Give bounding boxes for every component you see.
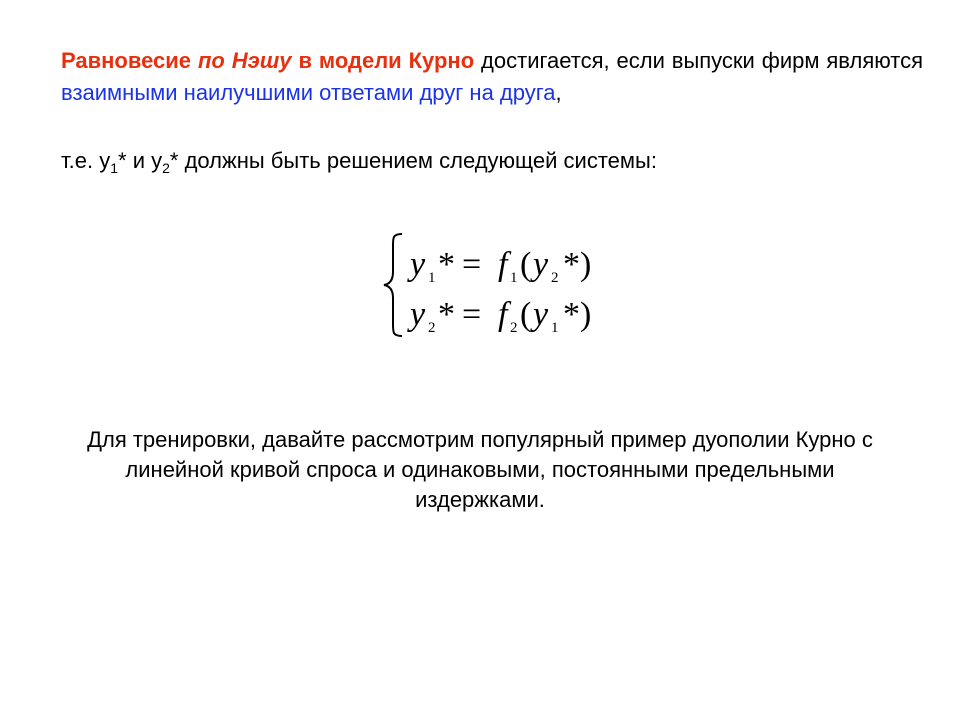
- system-brace: [384, 234, 402, 336]
- svg-text:f: f: [498, 296, 508, 333]
- svg-text:=: =: [462, 296, 482, 333]
- svg-text:1: 1: [510, 270, 518, 286]
- svg-text:*): *): [563, 246, 592, 283]
- svg-text:y: y: [410, 246, 426, 283]
- equation-1: [407, 246, 591, 286]
- definition-middle: достигается, если выпуски фирм являются: [481, 48, 923, 73]
- svg-text:1: 1: [551, 320, 559, 336]
- svg-text:y: y: [533, 246, 549, 283]
- svg-text:2: 2: [510, 320, 518, 336]
- svg-text:2: 2: [428, 320, 436, 336]
- svg-text:*): *): [563, 296, 592, 333]
- equation-system: [380, 228, 640, 343]
- svg-text:f: f: [498, 246, 508, 283]
- nash-equilibrium-definition: Равновесие по Нэшу в модели Курно достигается, если выпуски фирм являются взаимными наилучшими ответами друг на друга,: [61, 48, 923, 105]
- svg-text:*: *: [438, 296, 455, 333]
- practice-note: Для тренировки, давайте рассмотрим популярный пример дуополии Курно с линейной кривой спроса и одинаковыми, постоянными предельными издержками.: [87, 427, 873, 512]
- equation-2: [407, 296, 591, 336]
- svg-text:(: (: [520, 246, 532, 283]
- svg-text:*: *: [438, 246, 455, 283]
- term-nash-equilibrium: Равновесие по Нэшу в модели Курно: [61, 48, 475, 73]
- svg-text:2: 2: [551, 270, 559, 286]
- condition-text: т.е. $y_1*$ и $y_2*$ должны быть решением следующей системы:: [61, 148, 657, 176]
- svg-text:=: =: [462, 246, 482, 283]
- svg-text:y: y: [533, 296, 549, 333]
- best-responses-highlight: взаимными наилучшими ответами друг на друга: [61, 80, 556, 105]
- svg-text:(: (: [520, 296, 532, 333]
- svg-text:y: y: [410, 296, 426, 333]
- svg-text:1: 1: [428, 270, 436, 286]
